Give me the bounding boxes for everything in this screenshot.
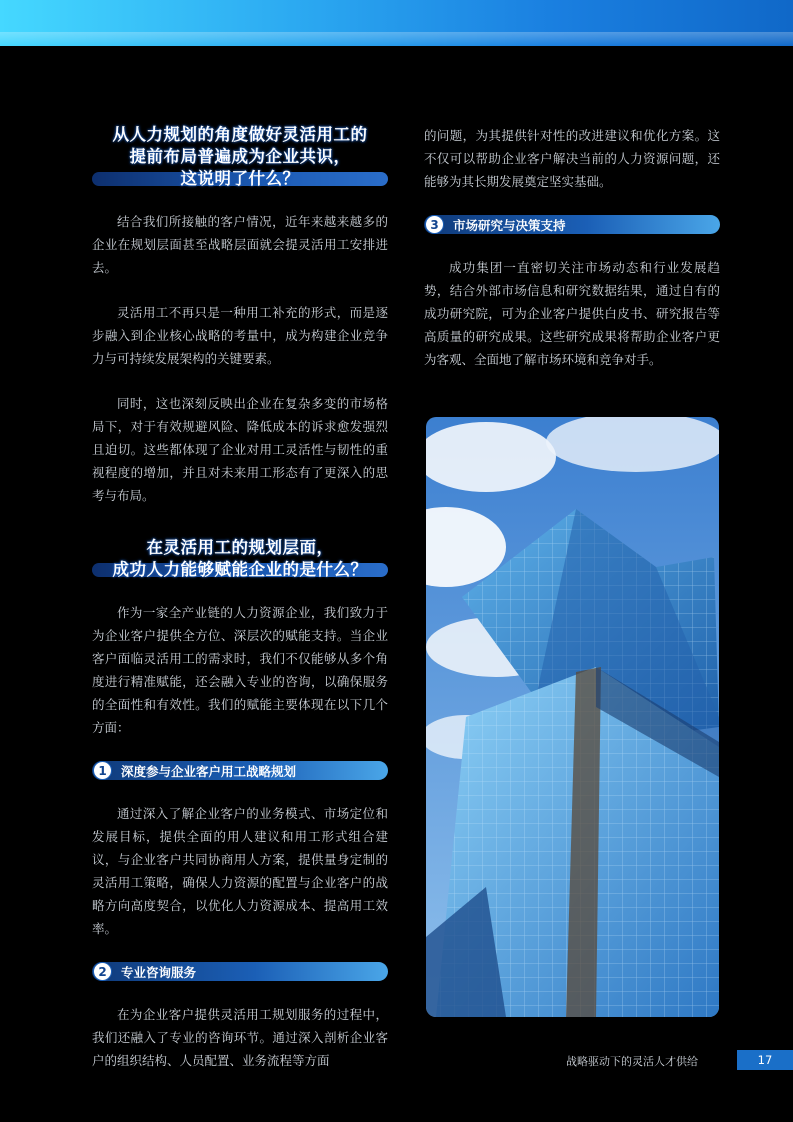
paragraph-3: 同时，这也深刻反映出企业在复杂多变的市场格局下，对于有效规避风险、降低成本的诉求愈发强烈且迫切。这些都体现了企业对用工灵活性与韧性的重视程度的增加，并且对未来用工形态有了更深入的思考与布局。 xyxy=(92,396,388,503)
paragraph-7: 的问题，为其提供针对性的改进建议和优化方案。这不仅可以帮助企业客户解决当前的人力资源问题，还能够为其长期发展奠定坚实基础。 xyxy=(424,128,720,189)
top-decorative-band xyxy=(0,0,793,46)
skyscraper-photo xyxy=(426,417,719,1017)
footer-title: 战略驱动下的灵活人才供给 xyxy=(566,1055,698,1068)
paragraph-1: 结合我们所接触的客户情况，近年来越来越多的企业在规划层面甚至战略层面就会提灵活用工安排进去。 xyxy=(92,214,388,275)
paragraph-6: 在为企业客户提供灵活用工规划服务的过程中，我们还融入了专业的咨询环节。通过深入剖析企业客户的组织结构、人员配置、业务流程等方面 xyxy=(92,1007,388,1068)
paragraph-8: 成功集团一直密切关注市场动态和行业发展趋势，结合外部市场信息和研究数据结果，通过自有的成功研究院，可为企业客户提供白皮书、研究报告等高质量的研究成果。这些研究成果将帮助企业客户更为客观、全面地了解市场环境和竞争对手。 xyxy=(424,260,720,367)
subheading-2-label: 专业咨询服务 xyxy=(121,964,197,980)
paragraph-4: 作为一家全产业链的人力资源企业，我们致力于为企业客户提供全方位、深层次的赋能支持。当企业客户面临灵活用工的需求时，我们不仅能够从多个角度进行精准赋能，还会融入专业的咨询，以确保服务的全面性和有效性。我们的赋能主要体现在以下几个方面： xyxy=(92,605,388,735)
subheading-3 xyxy=(424,215,720,234)
subheading-1 xyxy=(92,761,388,780)
number-badge-3: 3 xyxy=(425,215,444,234)
paragraph-2: 灵活用工不再只是一种用工补充的形式，而是逐步融入到企业核心战略的考量中，成为构建企业竞争力与可持续发展架构的关键要素。 xyxy=(92,305,388,366)
page-number: 17 xyxy=(737,1050,793,1070)
heading-1-text: 从人力规划的角度做好灵活用工的 提前布局普遍成为企业共识， 这说明了什么？ xyxy=(112,125,368,188)
number-badge-2: 2 xyxy=(93,962,112,981)
left-column xyxy=(92,124,388,1094)
right-column xyxy=(424,124,720,393)
subheading-1-label: 深度参与企业客户用工战略规划 xyxy=(121,763,297,779)
paragraph-5: 通过深入了解企业客户的业务模式、市场定位和发展目标，提供全面的用人建议和用工形式组合建议，与企业客户共同协商用人方案，提供量身定制的灵活用工策略，确保人力资源的配置与企业客户的战略方向高度契合，以优化人力资源成本、提高用工效率。 xyxy=(92,806,388,936)
section-heading-1 xyxy=(92,124,388,190)
section-heading-2 xyxy=(92,537,388,581)
subheading-2 xyxy=(92,962,388,981)
heading-2-text: 在灵活用工的规划层面， 成功人力能够赋能企业的是什么？ xyxy=(112,538,368,579)
subheading-3-label: 市场研究与决策支持 xyxy=(453,217,566,233)
number-badge-1: 1 xyxy=(93,761,112,780)
